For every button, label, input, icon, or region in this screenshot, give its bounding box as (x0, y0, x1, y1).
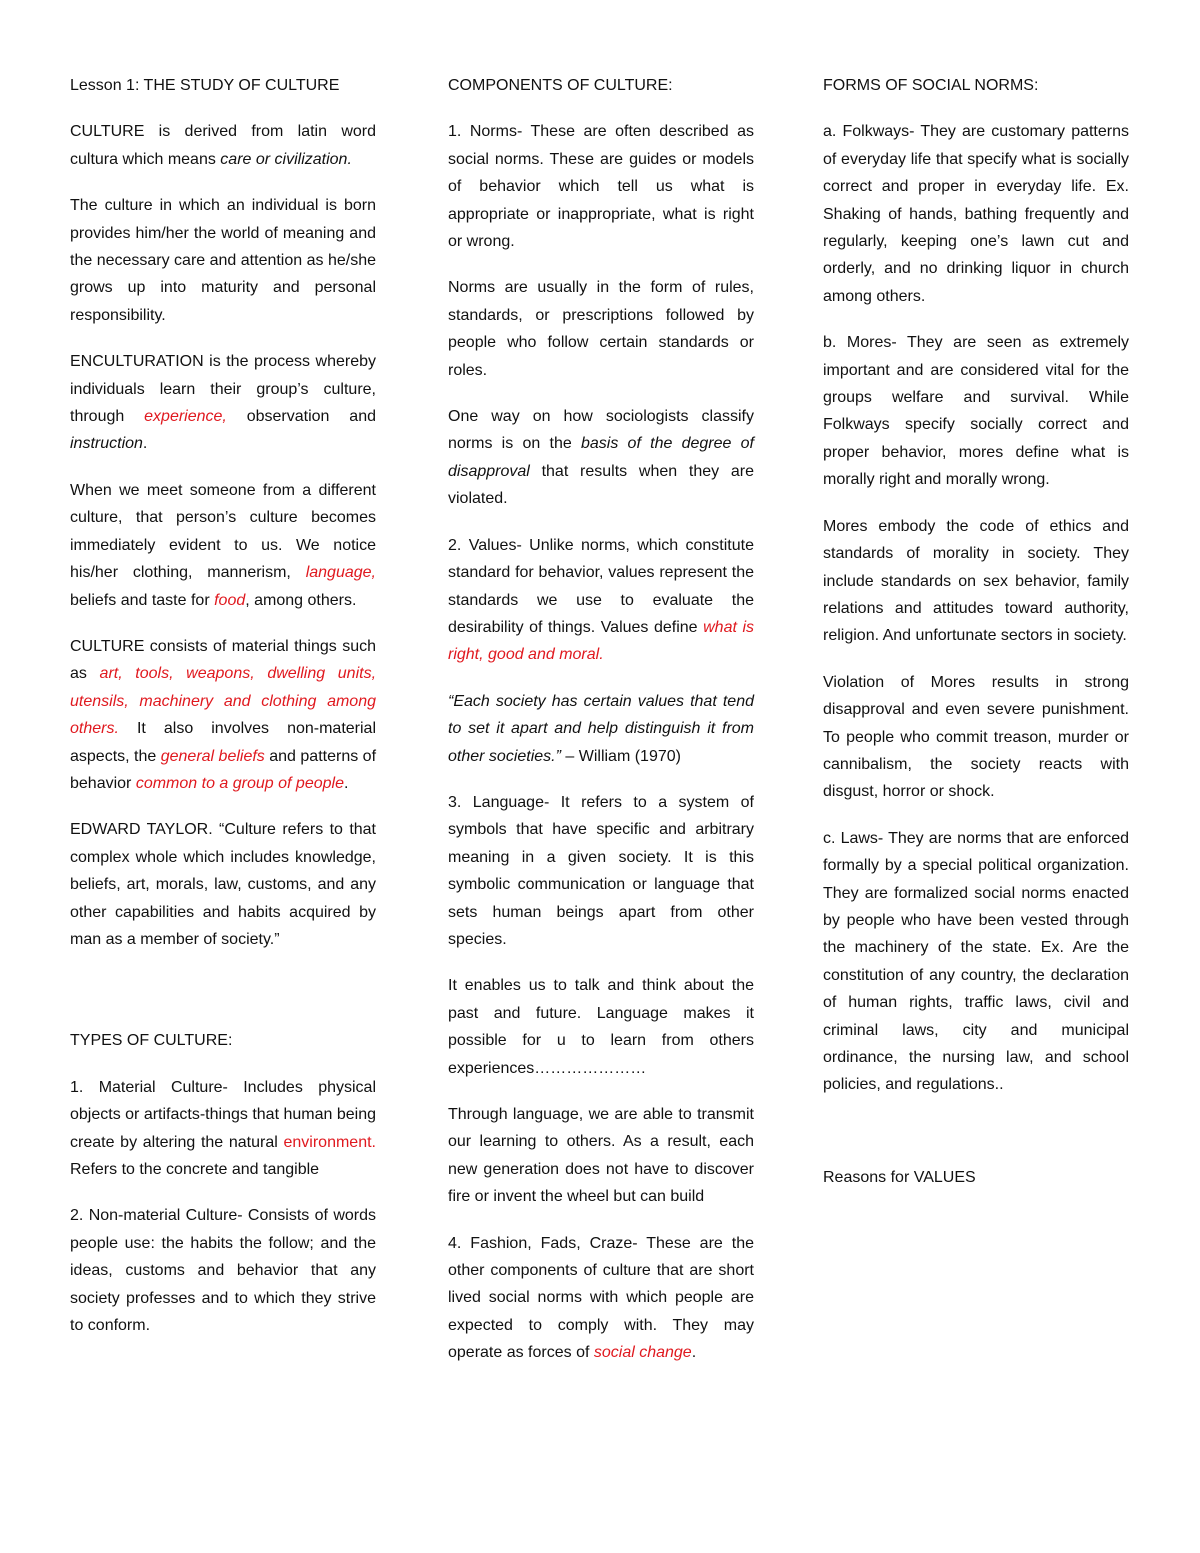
norms-paragraph: 1. Norms- These are often described as social norms. These are guides or models of behavior which tell us what is appropriate or inappropriate, what is right or wrong. (448, 123, 754, 251)
types-of-culture-heading: TYPES OF CULTURE: (70, 1032, 233, 1050)
values-quote: “Each society has certain values that tend to set it apart and help distinguish it from other societies.” – William (1970) (448, 692, 754, 765)
through-language-paragraph: Through language, we are able to transmit our learning to others. As a result, each new generation does not have to discover fire or invent the wheel but can build (448, 1106, 754, 1206)
culture-consists-paragraph: CULTURE consists of material things such as art, tools, weapons, dwelling units, utensils, machinery and clothing among others. It also involves non-material aspects, the general beliefs and patterns of behavior common to a group of people. (70, 637, 377, 792)
components-heading: COMPONENTS OF CULTURE: (448, 77, 673, 94)
culture-definition: CULTURE is derived from latin word cultura which means care or civilization. (70, 123, 376, 168)
language-enables-paragraph: It enables us to talk and think about the past and future. Language makes it possible for u to learn from others experiences………………… (448, 977, 754, 1077)
violation-paragraph: Violation of Mores results in strong disapproval and even severe punishment. To people who commit treason, murder or cannibalism, the society reacts with disgust, horror or shock. (823, 673, 1129, 801)
forms-of-social-norms-heading: FORMS OF SOCIAL NORMS: (823, 77, 1039, 94)
edward-taylor-paragraph: EDWARD TAYLOR. “Culture refers to that complex whole which includes knowledge, beliefs, art, morals, law, customs, and any other capabilities and habits acquired by man as a member of society.” (70, 821, 376, 948)
column-3 (823, 72, 1129, 1210)
quote-author: – William (1970) (565, 747, 681, 765)
reasons-for-values-heading: Reasons for VALUES (823, 1168, 976, 1186)
fashion-paragraph: 4. Fashion, Fads, Craze- These are the other components of culture that are short lived social norms with which people are expected to comply with. They may operate as forces of social change. (448, 1234, 754, 1362)
column-1 (70, 72, 376, 1358)
lesson-title: Lesson 1: THE STUDY OF CULTURE (70, 77, 340, 94)
folkways-paragraph: a. Folkways- They are customary patterns of everyday life that specify what is socially correct and proper in everyday life. Ex. Shaking of hands, bathing frequently and regularly, keeping one’s lawn cut and orderly, and no drinking liquor in church among others. (823, 123, 1129, 305)
mores-embody-paragraph: Mores embody the code of ethics and standards of morality in society. They include standards on sex behavior, family relations and attitudes toward authority, religion. And unfortunate sectors in society. (823, 517, 1129, 645)
laws-paragraph: c. Laws- They are norms that are enforced formally by a special political organization. They are formalized social norms enacted by people who have been vested through the machinery of the state. Ex. Are the constitution of any country, the declaration of human rights, traffic laws, civil and criminal laws, city and municipal ordinance, the nursing law, and school policies, and regulations.. (823, 829, 1129, 1094)
meet-someone-paragraph: When we meet someone from a different culture, that person’s culture becomes immediately evident to us. We notice his/her clothing, mannerism, language, beliefs and taste for food, among others. (70, 481, 376, 609)
mores-paragraph: b. Mores- They are seen as extremely important and are considered vital for the groups welfare and survival. While Folkways specify socially correct and proper behavior, mores define what is morally right and morally wrong. (823, 334, 1129, 489)
non-material-culture-paragraph: 2. Non-material Culture- Consists of words people use: the habits the follow; and the ideas, customs and behavior that any society professes and to which they strive to conform. (70, 1207, 376, 1335)
enculturation-paragraph: ENCULTURATION is the process whereby individuals learn their group’s culture, through experience, observation and instruction. (70, 353, 376, 453)
values-paragraph: 2. Values- Unlike norms, which constitute standard for behavior, values represent the standards we use to evaluate the desirability of things. Values define what is right, good and moral. (448, 536, 755, 664)
column-2 (448, 72, 754, 1386)
norms-rules-paragraph: Norms are usually in the form of rules, standards, or prescriptions followed by people who follow certain standards or roles. (448, 279, 754, 379)
classify-paragraph: One way on how sociologists classify norms is on the basis of the degree of disapproval that results when they are violated. (448, 408, 754, 508)
material-culture-paragraph: 1. Material Culture- Includes physical objects or artifacts-things that human being create by altering the natural environment. Refers to the concrete and tangible (70, 1078, 376, 1178)
culture-born-paragraph: The culture in which an individual is born provides him/her the world of meaning and the necessary care and attention as he/she grows up into maturity and personal responsibility. (70, 197, 376, 324)
language-paragraph: 3. Language- It refers to a system of symbols that have specific and arbitrary meaning in a given society. It is this symbolic communication or language that sets human beings apart from other species. (448, 793, 754, 948)
